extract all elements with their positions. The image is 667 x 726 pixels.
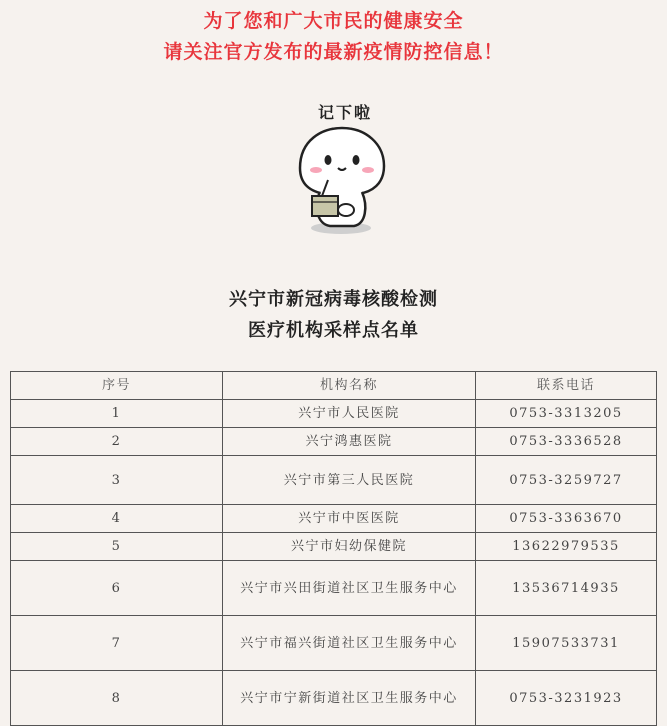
table-row <box>11 505 657 533</box>
row-number: 8 <box>11 671 223 726</box>
notice-line-1: 为了您和广大市民的健康安全 <box>203 10 464 32</box>
table-row <box>11 616 657 671</box>
row-phone: 0753-3336528 <box>476 428 657 456</box>
row-institution-name: 兴宁市人民医院 <box>223 400 476 428</box>
row-institution-name: 兴宁市福兴街道社区卫生服务中心 <box>223 616 476 671</box>
note-taking-sticker <box>286 100 396 240</box>
table-row <box>11 671 657 726</box>
row-number: 5 <box>11 533 223 561</box>
row-institution-name: 兴宁市妇幼保健院 <box>223 533 476 561</box>
header-number: 序号 <box>11 372 223 400</box>
row-institution-name: 兴宁市兴田街道社区卫生服务中心 <box>223 561 476 616</box>
row-institution-name: 兴宁市中医医院 <box>223 505 476 533</box>
row-phone: 15907533731 <box>476 616 657 671</box>
row-phone: 0753-3363670 <box>476 505 657 533</box>
row-number: 4 <box>11 505 223 533</box>
row-number: 7 <box>11 616 223 671</box>
header-phone: 联系电话 <box>476 372 657 400</box>
table-row <box>11 561 657 616</box>
row-phone: 0753-3259727 <box>476 456 657 505</box>
row-phone: 13622979535 <box>476 533 657 561</box>
sampling-site-table <box>10 371 657 726</box>
table-row <box>11 456 657 505</box>
table-row <box>11 400 657 428</box>
row-phone: 0753-3313205 <box>476 400 657 428</box>
row-number: 6 <box>11 561 223 616</box>
row-phone: 0753-3231923 <box>476 671 657 726</box>
table-row <box>11 533 657 561</box>
cartoon-character-icon <box>286 100 396 240</box>
row-institution-name: 兴宁市宁新街道社区卫生服务中心 <box>223 671 476 726</box>
row-number: 3 <box>11 456 223 505</box>
row-institution-name: 兴宁市第三人民医院 <box>223 456 476 505</box>
header-institution-name: 机构名称 <box>223 372 476 400</box>
page-title-line-2: 医疗机构采样点名单 <box>248 320 419 341</box>
row-institution-name: 兴宁鸿惠医院 <box>223 428 476 456</box>
sticker-caption: 记下啦 <box>317 103 372 122</box>
table-header-row <box>11 372 657 400</box>
row-phone: 13536714935 <box>476 561 657 616</box>
notice-line-2: 请关注官方发布的最新疫情防控信息！ <box>163 41 504 63</box>
row-number: 1 <box>11 400 223 428</box>
page-title-line-1: 兴宁市新冠病毒核酸检测 <box>229 289 438 310</box>
row-number: 2 <box>11 428 223 456</box>
table-row <box>11 428 657 456</box>
